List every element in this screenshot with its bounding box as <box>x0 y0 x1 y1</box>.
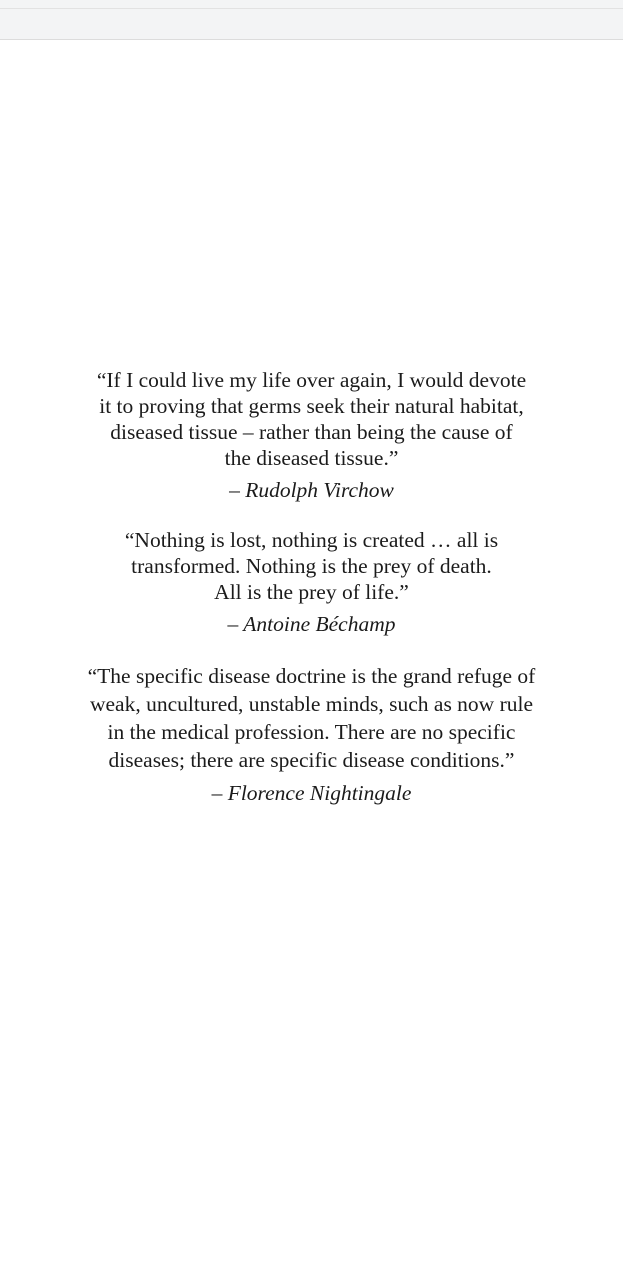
quote-bechamp <box>0 527 623 637</box>
quote-line: All is the prey of life.” <box>214 580 409 604</box>
quote-line: diseased tissue – rather than being the cause of <box>110 420 513 444</box>
quote-line: the diseased tissue.” <box>224 446 399 470</box>
quote-attribution: – Antoine Béchamp <box>227 612 396 636</box>
quote-line: diseases; there are specific disease conditions.” <box>108 748 515 772</box>
quote-line: “Nothing is lost, nothing is created … all is <box>124 528 499 552</box>
quote-attribution: – Florence Nightingale <box>211 781 412 805</box>
quote-line: “The specific disease doctrine is the grand refuge of <box>87 664 536 688</box>
quote-line: “If I could live my life over again, I would devote <box>96 368 527 392</box>
quote-virchow <box>0 367 623 503</box>
quote-nightingale <box>0 662 623 806</box>
quote-line: transformed. Nothing is the prey of death. <box>131 554 492 578</box>
quote-line: it to proving that germs seek their natural habitat, <box>99 394 524 418</box>
quote-attribution: – Rudolph Virchow <box>229 478 394 502</box>
quote-line: in the medical profession. There are no specific <box>107 720 516 744</box>
quote-line: weak, uncultured, unstable minds, such as now rule <box>89 692 534 716</box>
